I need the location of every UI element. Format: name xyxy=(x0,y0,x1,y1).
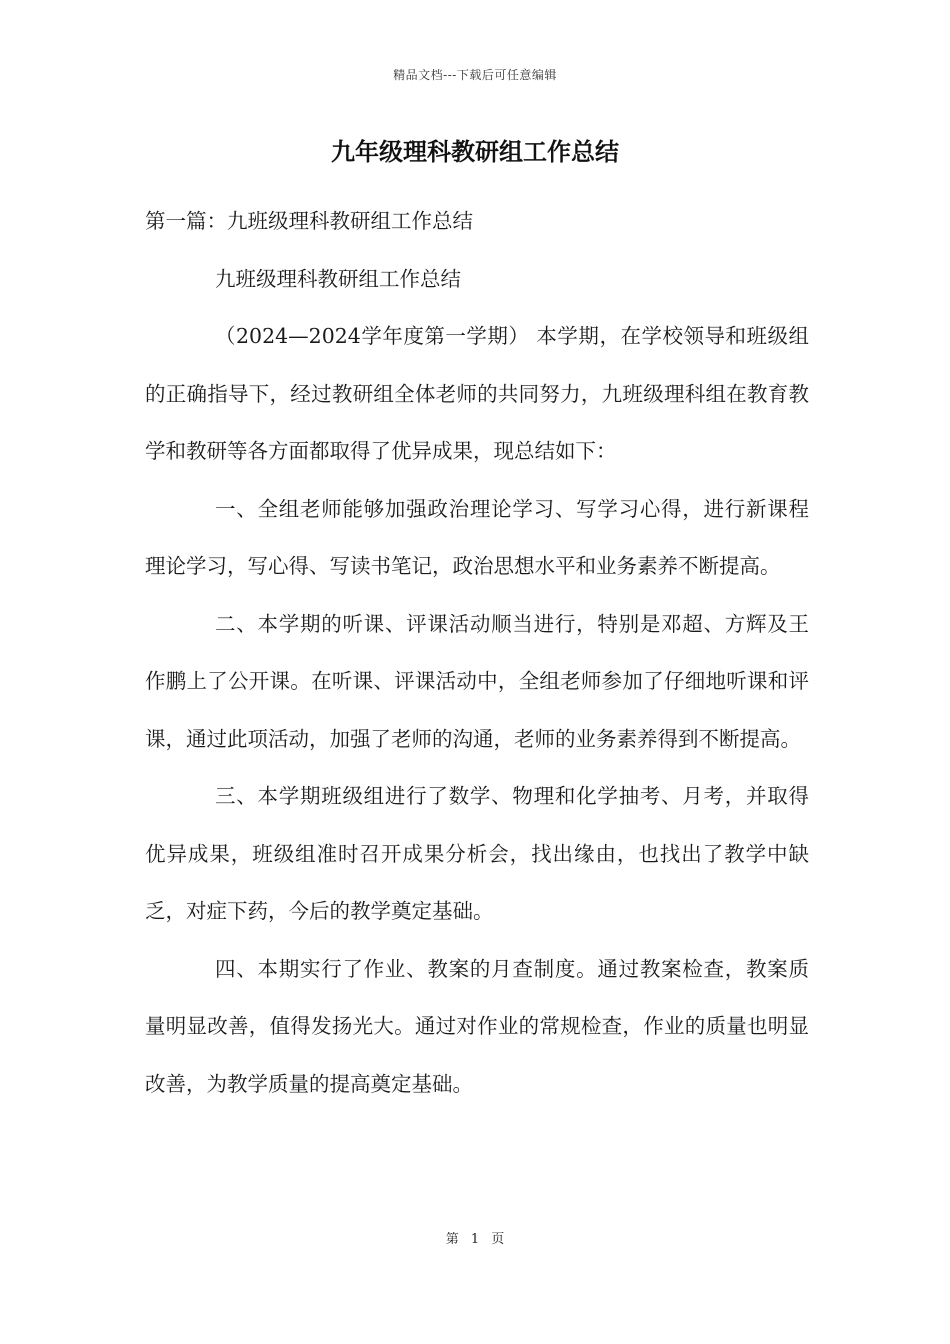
document-body xyxy=(145,193,809,1113)
document-title: 九年级理科教研组工作总结 xyxy=(331,137,619,166)
paragraph-item-1: 一、全组老师能够加强政治理论学习、写学习心得，进行新课程理论学习，写心得、写读书笔记，政治思想水平和业务素养不断提高。 xyxy=(145,496,809,578)
paragraph-item-2: 二、本学期的听课、评课活动顺当进行，特别是邓超、方辉及王作鹏上了公开课。在听课、评课活动中，全组老师参加了仔细地听课和评课，通过此项活动，加强了老师的沟通，老师的业务素养得到不断提高。 xyxy=(145,611,809,751)
paragraph-item-4: 四、本期实行了作业、教案的月查制度。通过教案检查，教案质量明显改善，值得发扬光大。通过对作业的常规检查，作业的质量也明显改善，为教学质量的提高奠定基础。 xyxy=(145,956,809,1096)
page-number: 1 xyxy=(470,1232,480,1247)
page-number-footer xyxy=(0,1228,950,1247)
footer-prefix: 第 xyxy=(445,1232,459,1247)
footer-suffix: 页 xyxy=(491,1232,505,1247)
header-note: 精品文档---下载后可任意编辑 xyxy=(393,68,557,82)
paragraph-item-3: 三、本学期班级组进行了数学、物理和化学抽考、月考，并取得优异成果，班级组准时召开成果分析会，找出缘由，也找出了教学中缺乏，对症下药，今后的教学奠定基础。 xyxy=(145,784,809,923)
section-heading: 第一篇：九班级理科教研组工作总结 xyxy=(145,209,473,233)
subheading: 九班级理科教研组工作总结 xyxy=(215,266,461,291)
paragraph-intro: （2024—2024学年度第一学期） 本学期，在学校领导和班级组的正确指导下，经过教研组全体老师的共同努力，九班级理科组在教育教学和教研等各方面都取得了优异成果，现总结如下： xyxy=(145,324,809,463)
